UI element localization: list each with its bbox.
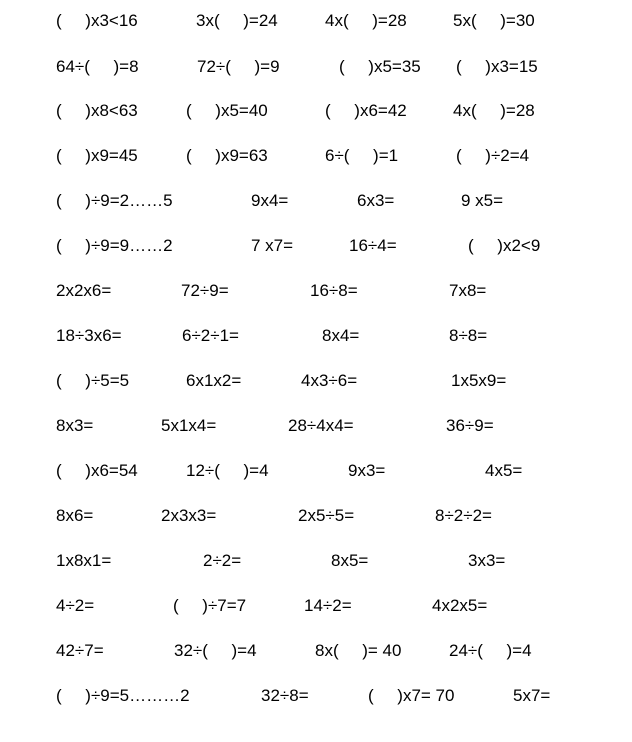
problem: 18÷3x6= <box>56 326 122 345</box>
problem: 4x3÷6= <box>301 371 358 390</box>
problem: 9x4= <box>251 191 289 210</box>
problem: 72÷( )=9 <box>197 57 280 76</box>
problem: 9 x5= <box>461 191 504 210</box>
problem: 32÷8= <box>261 686 309 705</box>
problem: 2x3x3= <box>161 506 217 525</box>
problem-row-11 <box>0 458 632 484</box>
problem-row-14 <box>0 593 632 619</box>
problem: 8x( )= 40 <box>315 641 402 660</box>
problem: 6÷2÷1= <box>182 326 239 345</box>
problem: 2x5÷5= <box>298 506 355 525</box>
problem-row-5 <box>0 188 632 214</box>
problem-row-2 <box>0 54 632 80</box>
problem: ( )÷9=9……2 <box>56 236 173 255</box>
problem: ( )x6=54 <box>56 461 138 480</box>
problem: ( )÷5=5 <box>56 371 130 390</box>
problem: 6x3= <box>357 191 395 210</box>
problem: ( )x3<16 <box>56 11 138 30</box>
problem-row-16 <box>0 683 632 709</box>
problem: 6x1x2= <box>186 371 242 390</box>
problem: 4÷2= <box>56 596 95 615</box>
problem: 7x8= <box>449 281 487 300</box>
problem-row-9 <box>0 368 632 394</box>
problem: ( )÷9=2……5 <box>56 191 173 210</box>
problem: 42÷7= <box>56 641 104 660</box>
problem: ( )x6=42 <box>325 101 407 120</box>
problem: ( )÷7=7 <box>173 596 247 615</box>
problem: ( )÷2=4 <box>456 146 530 165</box>
problem: 3x( )=24 <box>196 11 278 30</box>
problem: 1x5x9= <box>451 371 507 390</box>
problem-row-15 <box>0 638 632 664</box>
problem: ( )x8<63 <box>56 101 138 120</box>
problem: 8x3= <box>56 416 94 435</box>
problem: 5x( )=30 <box>453 11 535 30</box>
problem: ( )x5=40 <box>186 101 268 120</box>
problem: 2÷2= <box>203 551 242 570</box>
problem-row-3 <box>0 98 632 124</box>
problem: 4x( )=28 <box>453 101 535 120</box>
problem: 4x( )=28 <box>325 11 407 30</box>
problem: ( )÷9=5………2 <box>56 686 190 705</box>
problem: 1x8x1= <box>56 551 112 570</box>
problem: ( )x9=63 <box>186 146 268 165</box>
problem: 4x2x5= <box>432 596 488 615</box>
problem: 32÷( )=4 <box>174 641 257 660</box>
problem-row-13 <box>0 548 632 574</box>
problem: ( )x2<9 <box>468 236 541 255</box>
problem: 2x2x6= <box>56 281 112 300</box>
problem: ( )x5=35 <box>339 57 421 76</box>
problem: 3x3= <box>468 551 506 570</box>
problem: 36÷9= <box>446 416 494 435</box>
problem: 14÷2= <box>304 596 352 615</box>
problem: 16÷4= <box>349 236 397 255</box>
problem: 8÷2÷2= <box>435 506 492 525</box>
problem: 8x6= <box>56 506 94 525</box>
problem: 72÷9= <box>181 281 229 300</box>
problem: 24÷( )=4 <box>449 641 532 660</box>
problem: 8x4= <box>322 326 360 345</box>
problem-row-1 <box>0 8 632 34</box>
problem: 8x5= <box>331 551 369 570</box>
problem-row-10 <box>0 413 632 439</box>
problem: 7 x7= <box>251 236 294 255</box>
problem: 28÷4x4= <box>288 416 354 435</box>
problem: 4x5= <box>485 461 523 480</box>
problem-row-4 <box>0 143 632 169</box>
problem: ( )x7= 70 <box>368 686 455 705</box>
problem: 64÷( )=8 <box>56 57 139 76</box>
problem-row-7 <box>0 278 632 304</box>
problem-row-6 <box>0 233 632 259</box>
problem: 6÷( )=1 <box>325 146 399 165</box>
problem: 8÷8= <box>449 326 488 345</box>
problem-row-12 <box>0 503 632 529</box>
problem: 5x7= <box>513 686 551 705</box>
problem: 5x1x4= <box>161 416 217 435</box>
problem: ( )x9=45 <box>56 146 138 165</box>
problem: 12÷( )=4 <box>186 461 269 480</box>
problem: ( )x3=15 <box>456 57 538 76</box>
problem: 16÷8= <box>310 281 358 300</box>
problem-row-8 <box>0 323 632 349</box>
problem: 9x3= <box>348 461 386 480</box>
